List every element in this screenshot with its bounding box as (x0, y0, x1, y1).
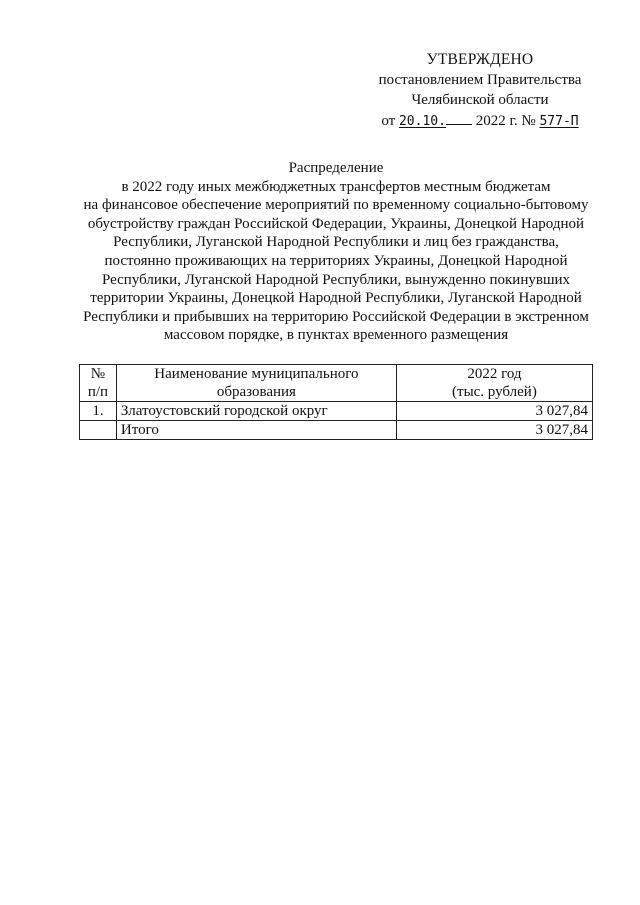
row-municipality: Златоустовский городской округ (116, 402, 396, 421)
decree-date: 20.10. (398, 114, 446, 129)
table-header-row (80, 365, 593, 402)
document-heading (78, 159, 594, 345)
heading-line: Распределение (288, 160, 384, 176)
header-number (80, 365, 117, 402)
approval-block (350, 50, 610, 132)
date-underline (446, 110, 472, 125)
header-value (396, 365, 592, 402)
date-prefix: от (381, 113, 396, 129)
approval-line-2: Челябинской области (411, 92, 549, 108)
heading-line: обустройству граждан Российской Федерации, Украины, Донецкой Народной (87, 215, 585, 232)
table-row (80, 402, 593, 421)
row-number: 1. (80, 402, 117, 421)
heading-line: Республики, Луганской Народной Республики, вынужденно покинувших (101, 271, 571, 288)
approval-date-line (350, 110, 610, 132)
approval-title: УТВЕРЖДЕНО (426, 51, 534, 68)
heading-line: Республики, Луганской Народной Республики и лиц без гражданства, (113, 234, 559, 251)
approval-line-1: постановлением Правительства (378, 72, 582, 88)
header-name (116, 365, 396, 402)
header-value-line-2: (тыс. рублей) (452, 384, 537, 400)
heading-line: постоянно проживающих на территориях Украины, Донецкой Народной (104, 252, 568, 269)
header-number-line-2: п/п (87, 384, 109, 400)
total-amount: 3 027,84 (396, 421, 592, 440)
header-number-line-1: № (90, 366, 106, 382)
heading-line: Республики и прибывших на территорию Российской Федерации в экстренном (83, 308, 589, 325)
distribution-table (79, 364, 593, 440)
header-value-line-1: 2022 год (467, 366, 522, 382)
table-total-row (80, 421, 593, 440)
decree-number: 577-П (539, 114, 579, 129)
heading-line: на финансовое обеспечение мероприятий по временному социально-бытовому (83, 197, 589, 214)
row-amount: 3 027,84 (396, 402, 592, 421)
header-name-line-1: Наименование муниципального (154, 366, 359, 382)
heading-line: массовом порядке, в пунктах временного размещения (163, 327, 509, 344)
heading-line: в 2022 году иных межбюджетных трансфертов местным бюджетам (121, 178, 551, 195)
heading-line: территории Украины, Донецкой Народной Республики, Луганской Народной (90, 290, 582, 307)
year-text: 2022 г. № (475, 113, 536, 129)
header-name-line-2: образования (216, 384, 296, 400)
total-label: Итого (116, 421, 396, 440)
total-number (80, 421, 117, 440)
